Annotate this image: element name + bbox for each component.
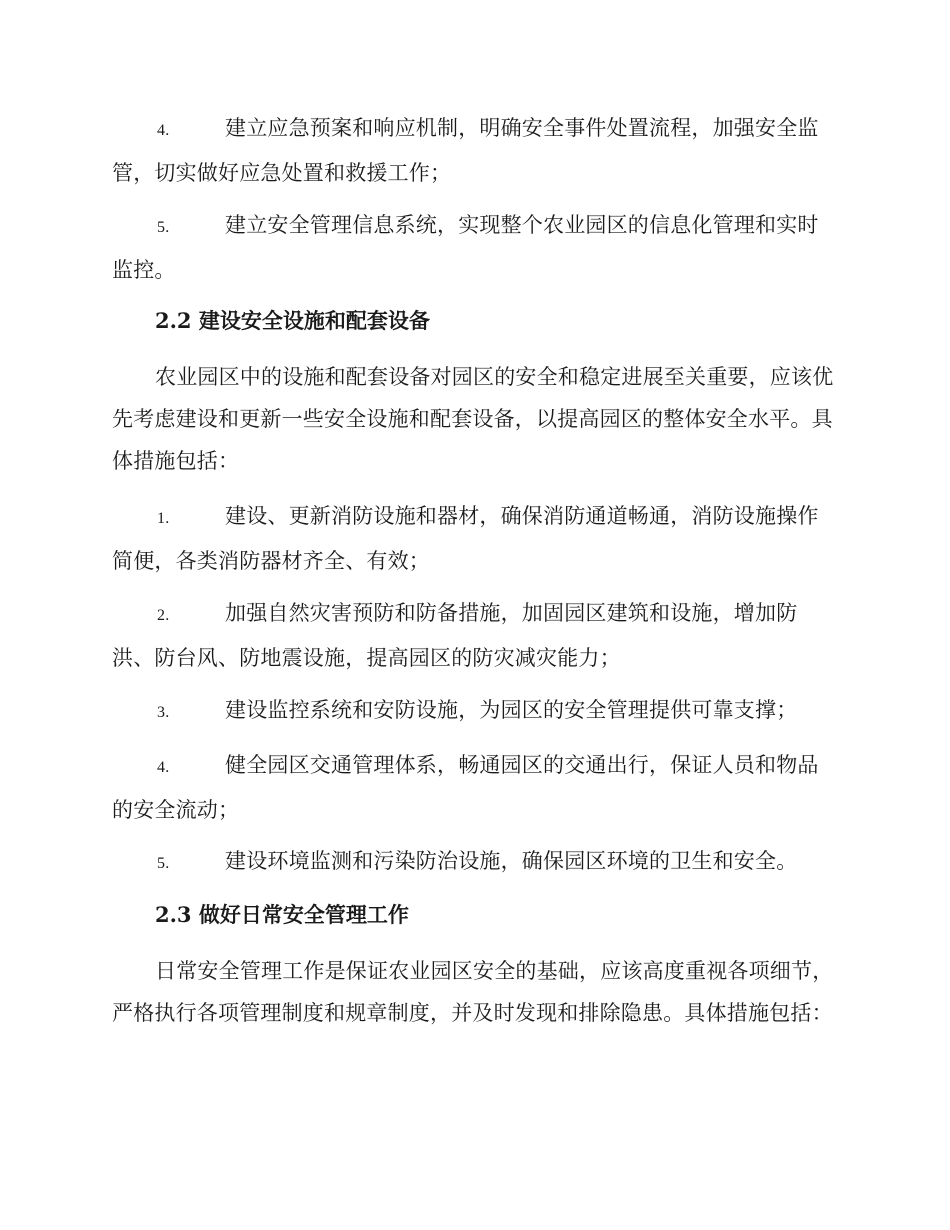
section-heading-2-3: 2.3 做好日常安全管理工作	[155, 902, 409, 927]
section-2-3-intro: 日常安全管理工作是保证农业园区安全的基础，应该高度重视各项细节，严格执行各项管理制度和规章制度，并及时发现和排除隐患。具体措施包括：	[112, 959, 834, 1025]
list-number: 5.	[157, 855, 170, 872]
list-text: 建设监控系统和安防设施，为园区的安全管理提供可靠支撑；	[225, 698, 798, 722]
list-text: 建设环境监测和污染防治设施，确保园区环境的卫生和安全。	[225, 849, 798, 873]
section-2-2-intro: 农业园区中的设施和配套设备对园区的安全和稳定进展至关重要，应该优先考虑建设和更新一些安全设施和配套设备，以提高园区的整体安全水平。具体措施包括：	[112, 365, 834, 473]
list-number: 5.	[157, 219, 170, 236]
list-item-b5	[112, 840, 834, 885]
list-item-a4	[112, 107, 834, 194]
section-heading-2-2: 2.2 建设安全设施和配套设备	[155, 308, 430, 333]
list-text: 加强自然灾害预防和防备措施，加固园区建筑和设施，增加防洪、防台风、防地震设施，提高园区的防灾减灾能力；	[112, 601, 798, 670]
list-number: 4.	[157, 759, 170, 776]
list-item-b1	[112, 495, 834, 582]
list-number: 3.	[157, 704, 170, 721]
list-text: 建设、更新消防设施和器材，确保消防通道畅通，消防设施操作简便，各类消防器材齐全、有效；	[112, 504, 819, 573]
list-item-b2	[112, 592, 834, 679]
list-item-b3	[112, 689, 834, 734]
list-number: 1.	[157, 510, 170, 527]
list-item-b4	[112, 744, 834, 831]
list-number: 4.	[157, 122, 170, 139]
list-text: 建立应急预案和响应机制，明确安全事件处置流程，加强安全监管，切实做好应急处置和救援工作；	[112, 116, 819, 185]
list-text: 建立安全管理信息系统，实现整个农业园区的信息化管理和实时监控。	[112, 213, 819, 282]
list-text: 健全园区交通管理体系，畅通园区的交通出行，保证人员和物品的安全流动；	[112, 753, 819, 822]
list-item-a5	[112, 204, 834, 291]
list-number: 2.	[157, 607, 170, 624]
